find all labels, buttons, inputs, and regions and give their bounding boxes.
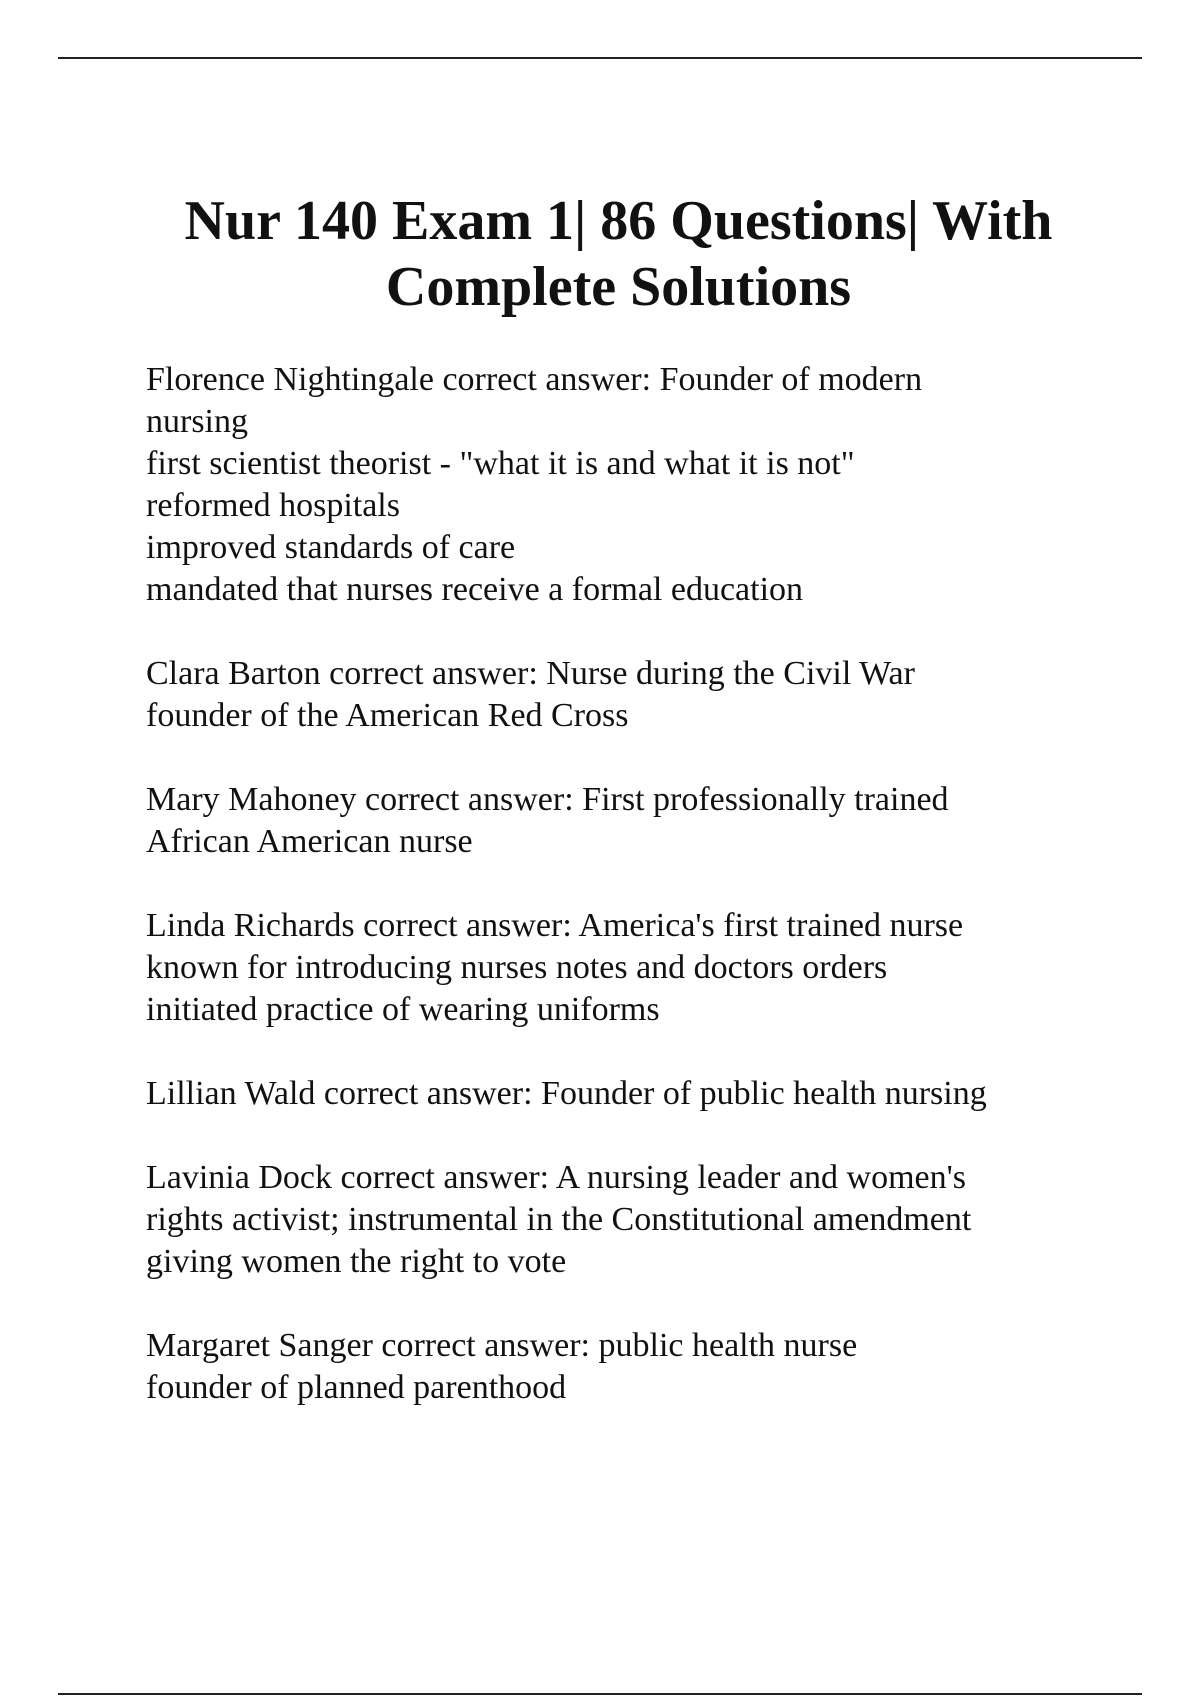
qa-entry-clara-barton [146, 653, 1146, 737]
entry-line: Margaret Sanger correct answer: public health nurse [146, 1327, 858, 1364]
qa-entry-florence-nightingale [146, 359, 1146, 611]
entry-line: improved standards of care [146, 529, 516, 566]
entry-line: Florence Nightingale correct answer: Founder of modern [146, 361, 923, 398]
entry-line: Lavinia Dock correct answer: A nursing leader and women's [146, 1159, 966, 1196]
top-rule [58, 57, 1142, 59]
qa-list [146, 359, 1146, 1451]
entry-line: initiated practice of wearing uniforms [146, 991, 660, 1028]
qa-entry-linda-richards [146, 905, 1146, 1031]
entry-line: founder of planned parenthood [146, 1369, 567, 1406]
entry-line: Clara Barton correct answer: Nurse during the Civil War [146, 655, 915, 692]
title-line: Complete Solutions [385, 256, 852, 318]
qa-entry-margaret-sanger [146, 1325, 1146, 1409]
title-line: Nur 140 Exam 1| 86 Questions| With [184, 190, 1053, 252]
qa-entry-lavinia-dock [146, 1157, 1146, 1283]
entry-line: Lillian Wald correct answer: Founder of public health nursing [146, 1075, 987, 1112]
entry-line: rights activist; instrumental in the Constitutional amendment [146, 1201, 972, 1238]
document-title [100, 188, 1137, 320]
entry-line: known for introducing nurses notes and doctors orders [146, 949, 888, 986]
qa-entry-mary-mahoney [146, 779, 1146, 863]
entry-line: mandated that nurses receive a formal education [146, 571, 804, 608]
entry-line: nursing [146, 403, 248, 440]
bottom-rule [58, 1693, 1142, 1695]
entry-line: founder of the American Red Cross [146, 697, 629, 734]
entry-line: Mary Mahoney correct answer: First professionally trained [146, 781, 949, 818]
entry-line: Linda Richards correct answer: America's first trained nurse [146, 907, 964, 944]
entry-line: giving women the right to vote [146, 1243, 567, 1280]
entry-line: first scientist theorist - "what it is and what it is not" [146, 445, 855, 482]
entry-line: African American nurse [146, 823, 473, 860]
qa-entry-lillian-wald [146, 1073, 1146, 1115]
entry-line: reformed hospitals [146, 487, 400, 524]
